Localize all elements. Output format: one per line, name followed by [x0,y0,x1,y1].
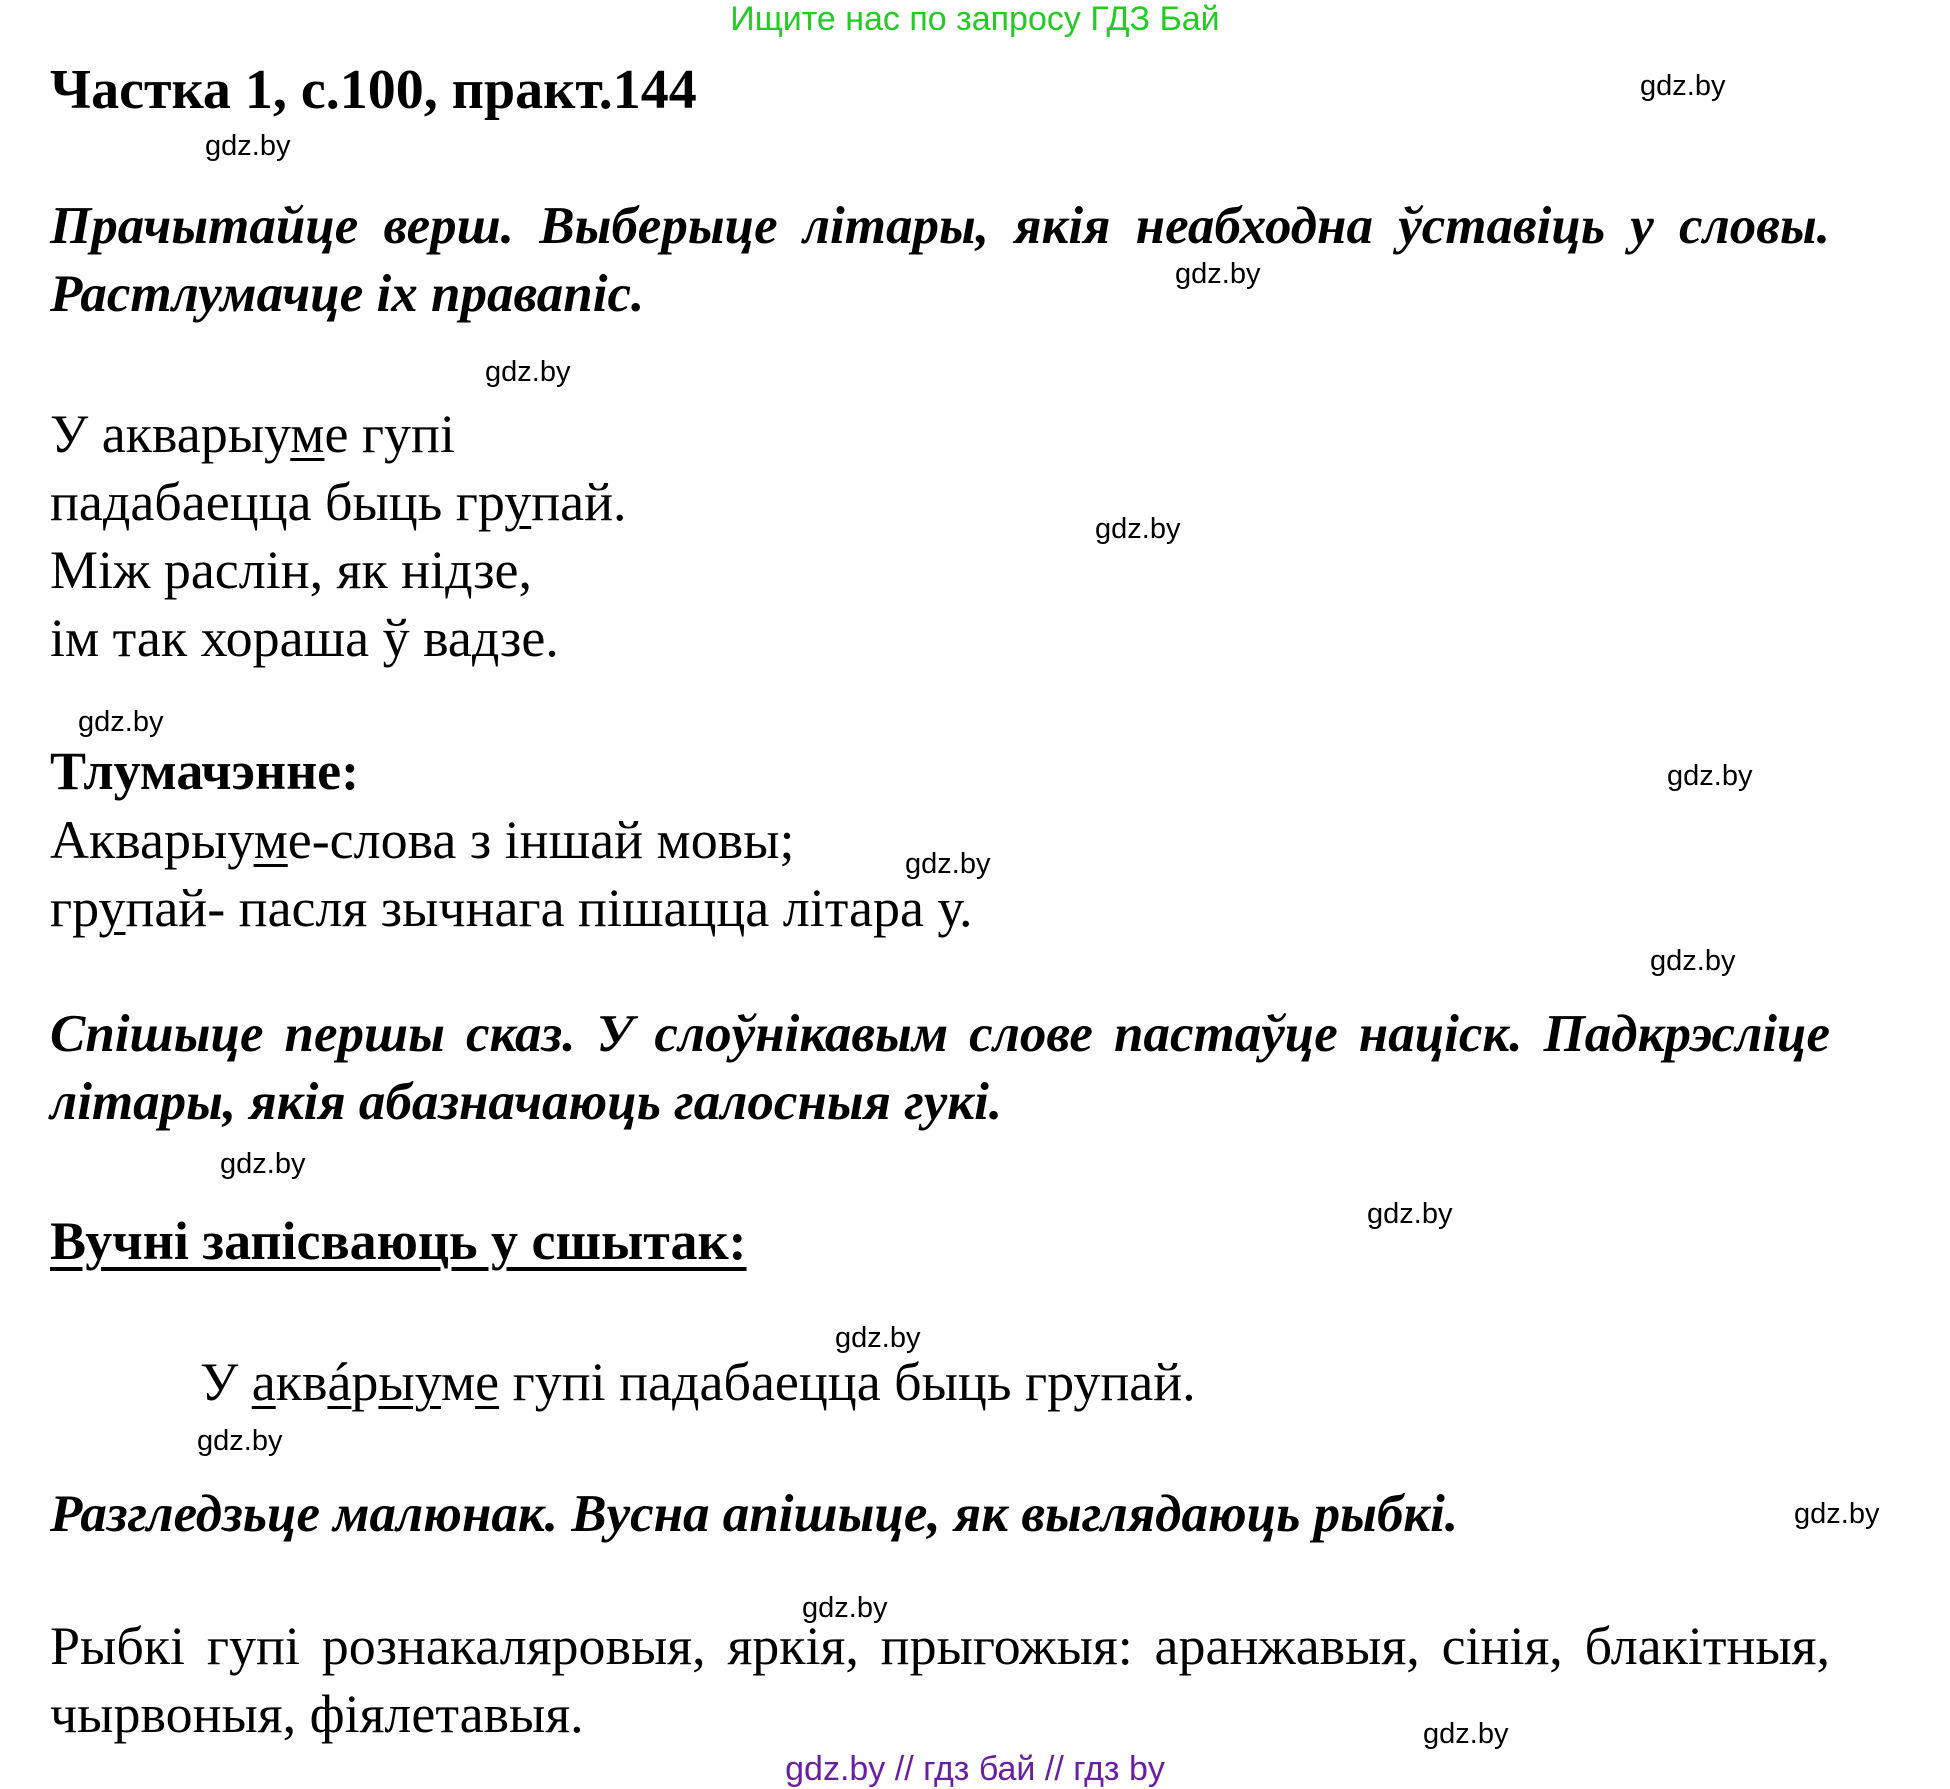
watermark: gdz.by [1794,1498,1880,1530]
watermark: gdz.by [1667,760,1753,792]
underlined-vowel: а [251,1352,276,1412]
top-banner[interactable]: Ищите нас по запросу ГДЗ Бай [730,0,1220,38]
footer-links[interactable]: gdz.by // гдз бай // гдз by [785,1750,1165,1788]
watermark: gdz.by [1367,1198,1453,1230]
poem-text: падабаецца быць гр [50,472,505,532]
watermark: gdz.by [1640,70,1726,102]
task-instruction-3: Разгледзьце малюнак. Вусна апішыце, як выглядаюць рыбкі. [50,1485,1459,1543]
watermark: gdz.by [1650,945,1736,977]
poem-text: У акварыу [50,404,291,464]
poem-line [50,400,626,468]
watermark: gdz.by [802,1592,888,1624]
watermark: gdz.by [78,706,164,738]
explanation-title: Тлумачэнне: [50,741,360,801]
poem [50,400,626,672]
underlined-vowel: е [475,1352,500,1412]
watermark: gdz.by [485,356,571,388]
explanation-line [50,806,973,874]
underlined-letter: м [290,404,325,464]
explanation-text: е-слова з іншай мовы; [287,810,795,870]
page-heading: Частка 1, с.100, практ.144 [50,59,697,121]
answer-paragraph: Рыбкі гупі рознакаляровыя, яркія, прыгожыя: аранжавыя, сінія, блакітныя, чырвоныя, фіялетавыя. [50,1616,1830,1744]
answer-sentence [200,1348,1196,1416]
watermark: gdz.by [205,130,291,162]
watermark: gdz.by [1175,258,1261,290]
watermark: gdz.by [835,1322,921,1354]
poem-line [50,468,626,536]
poem-line: ім так хораша ў вадзе. [50,608,559,668]
watermark: gdz.by [197,1425,283,1457]
watermark: gdz.by [1423,1718,1509,1750]
poem-text: е гупі [324,404,455,464]
explanation-text: гр [50,878,99,938]
poem-text: пай. [531,472,627,532]
explanation-text: Акварыу [50,810,254,870]
watermark: gdz.by [905,848,991,880]
underlined-vowel: á [327,1352,352,1412]
task-instruction-2: Спішыце першы сказ. У слоўнікавым слове пастаўце націск. Падкрэсліце літары, якія абазначаюць галосныя гукі. [50,1005,1830,1131]
watermark: gdz.by [1095,513,1181,545]
answer-text: гупі падабаецца быць групай. [499,1352,1196,1412]
answer-text: м [440,1352,476,1412]
answer-text: кв [275,1352,328,1412]
underlined-vowel: ыу [378,1352,441,1412]
notebook-title: Вучні запісваюць у сшытак: [50,1211,747,1271]
underlined-letter: у [504,472,532,532]
underlined-letter: м [253,810,288,870]
explanation-line [50,874,973,942]
explanation-text: пай- пасля зычнага пішацца літара у. [125,878,973,938]
poem-line: Між раслін, як нідзе, [50,540,533,600]
explanation-body [50,806,973,942]
watermark: gdz.by [220,1148,306,1180]
answer-text: р [351,1352,379,1412]
task-instruction-1: Прачытайце верш. Выберыце літары, якія неабходна ўставіць у словы. Растлумачце іх правапіс. [50,197,1830,323]
answer-text: У [200,1352,252,1412]
underlined-letter: у [98,878,126,938]
